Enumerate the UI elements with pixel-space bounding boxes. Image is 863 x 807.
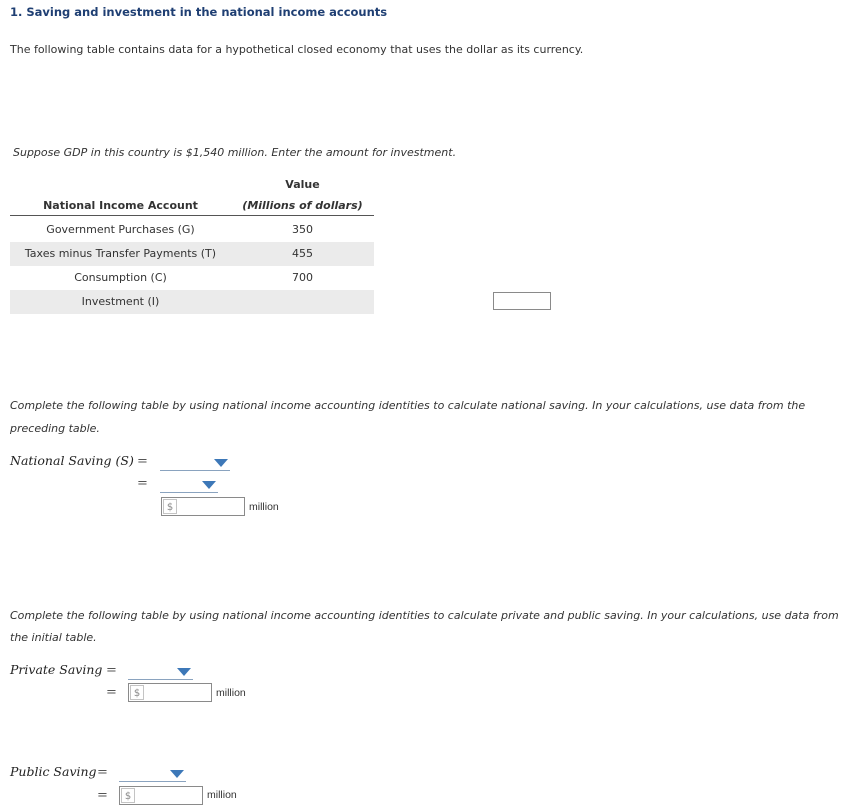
equals-sign: = bbox=[106, 663, 117, 678]
national-saving-dropdown-1[interactable] bbox=[160, 455, 230, 471]
row-label: Taxes minus Transfer Payments (T) bbox=[24, 247, 217, 260]
private-saving-input[interactable] bbox=[146, 685, 210, 700]
private-saving-dropdown[interactable] bbox=[128, 664, 193, 680]
gdp-prompt: Suppose GDP in this country is $1,540 million. Enter the amount for investment. bbox=[13, 146, 457, 159]
equals-sign: = bbox=[106, 685, 117, 700]
dollar-sign: $ bbox=[163, 499, 177, 514]
unit-label: million bbox=[249, 501, 279, 513]
public-saving-amount-field[interactable] bbox=[119, 786, 203, 805]
national-saving-amount-field[interactable] bbox=[161, 497, 245, 516]
equals-sign: = bbox=[97, 765, 108, 780]
value-unit-header: (Millions of dollars) bbox=[242, 199, 363, 212]
equals-sign: = bbox=[97, 788, 108, 803]
national-saving-instructions-2: preceding table. bbox=[10, 422, 100, 435]
row-value: 455 bbox=[292, 247, 313, 260]
row-value: 350 bbox=[292, 223, 313, 236]
table-row bbox=[10, 266, 374, 290]
private-public-instructions-2: the initial table. bbox=[10, 631, 97, 644]
table-row bbox=[10, 290, 374, 314]
dollar-sign: $ bbox=[121, 788, 135, 803]
table-row bbox=[10, 218, 374, 242]
national-saving-input[interactable] bbox=[179, 499, 243, 514]
chevron-down-icon bbox=[202, 481, 216, 489]
value-header: Value bbox=[285, 178, 320, 191]
chevron-down-icon bbox=[177, 668, 191, 676]
national-saving-instructions-1: Complete the following table by using national income accounting identities to calculate national saving. In your calculations, use data from the bbox=[10, 399, 806, 412]
row-value: 700 bbox=[292, 271, 313, 284]
intro-text: The following table contains data for a hypothetical closed economy that uses the dollar as its currency. bbox=[10, 43, 584, 56]
investment-cell bbox=[231, 290, 374, 314]
dollar-sign: $ bbox=[130, 685, 144, 700]
chevron-down-icon bbox=[214, 459, 228, 467]
row-label: Consumption (C) bbox=[74, 271, 167, 284]
equals-sign: = bbox=[137, 476, 148, 491]
unit-label: million bbox=[207, 789, 237, 801]
national-saving-dropdown-2[interactable] bbox=[160, 477, 218, 493]
private-public-instructions-1: Complete the following table by using national income accounting identities to calculate private and public saving. In your calculations, use data from bbox=[10, 609, 839, 622]
public-saving-label: Public Saving bbox=[10, 764, 97, 779]
chevron-down-icon bbox=[170, 770, 184, 778]
private-saving-amount-field[interactable] bbox=[128, 683, 212, 702]
national-saving-label: National Saving (S) bbox=[10, 453, 134, 468]
unit-label: million bbox=[216, 687, 246, 699]
public-saving-dropdown[interactable] bbox=[119, 766, 186, 782]
account-header: National Income Account bbox=[43, 199, 198, 212]
private-saving-label: Private Saving bbox=[10, 662, 103, 677]
header-divider bbox=[10, 215, 374, 216]
equals-sign: = bbox=[137, 454, 148, 469]
investment-input[interactable] bbox=[493, 292, 551, 310]
row-label: Government Purchases (G) bbox=[46, 223, 195, 236]
question-title: 1. Saving and investment in the national income accounts bbox=[10, 5, 388, 19]
public-saving-input[interactable] bbox=[137, 788, 201, 803]
table-row bbox=[10, 242, 374, 266]
row-label: Investment (I) bbox=[81, 295, 160, 308]
